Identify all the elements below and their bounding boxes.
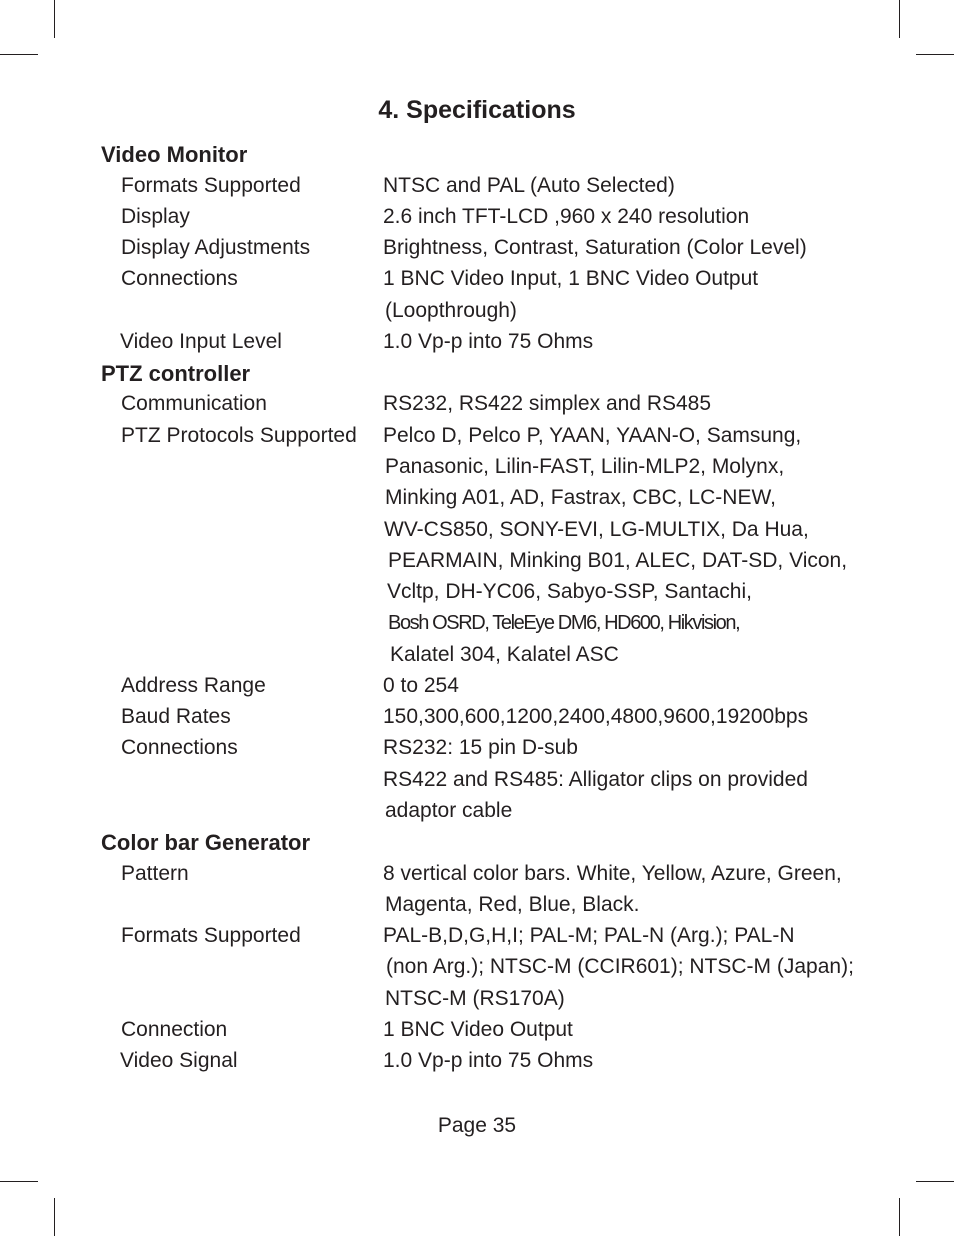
- spec-value: RS232, RS422 simplex and RS485: [383, 392, 712, 415]
- crop-mark: [54, 1198, 55, 1236]
- spec-label: Address Range: [121, 674, 266, 697]
- spec-label: Connections: [121, 267, 238, 290]
- crop-mark: [899, 1198, 900, 1236]
- spec-label: Connections: [121, 736, 238, 759]
- spec-value: Panasonic, Lilin-FAST, Lilin-MLP2, Molynx,: [385, 455, 785, 478]
- spec-label: Video Signal: [120, 1049, 238, 1072]
- spec-label: Baud Rates: [121, 705, 231, 728]
- spec-value: 150,300,600,1200,2400,4800,9600,19200bps: [383, 705, 809, 728]
- spec-value: 8 vertical color bars. White, Yellow, Azure, Green,: [383, 862, 842, 885]
- crop-mark: [0, 1181, 38, 1182]
- spec-label: Display: [121, 205, 190, 228]
- spec-value: 0 to 254: [383, 674, 459, 697]
- spec-value: RS422 and RS485: Alligator clips on provided: [383, 768, 808, 791]
- spec-value: Brightness, Contrast, Saturation (Color Level): [383, 236, 807, 259]
- spec-value: adaptor cable: [385, 799, 513, 822]
- spec-label: Connection: [121, 1018, 228, 1041]
- spec-label: Pattern: [121, 862, 189, 885]
- section-heading-color-bar-generator: Color bar Generator: [101, 830, 311, 855]
- crop-mark: [916, 54, 954, 55]
- page-title: 4. Specifications: [378, 96, 576, 124]
- spec-value: NTSC-M (RS170A): [385, 987, 565, 1010]
- section-heading-video-monitor: Video Monitor: [101, 142, 248, 167]
- spec-value: 1 BNC Video Input, 1 BNC Video Output: [383, 267, 759, 290]
- spec-value: Pelco D, Pelco P, YAAN, YAAN-O, Samsung,: [383, 424, 802, 447]
- spec-value: PAL-B,D,G,H,I; PAL-M; PAL-N (Arg.); PAL-N: [383, 924, 795, 947]
- spec-value: (Loopthrough): [385, 299, 517, 322]
- spec-label: Communication: [121, 392, 267, 415]
- spec-value: Bosh OSRD, TeleEye DM6, HD600, Hikvision,: [388, 612, 740, 634]
- spec-label: Display Adjustments: [121, 236, 311, 259]
- spec-label: PTZ Protocols Supported: [121, 424, 357, 447]
- spec-value: PEARMAIN, Minking B01, ALEC, DAT-SD, Vicon,: [388, 549, 848, 572]
- crop-mark: [54, 0, 55, 38]
- spec-value: Minking A01, AD, Fastrax, CBC, LC-NEW,: [385, 486, 776, 509]
- crop-mark: [916, 1181, 954, 1182]
- spec-value: Magenta, Red, Blue, Black.: [385, 893, 640, 916]
- spec-label: Formats Supported: [121, 174, 301, 197]
- spec-label: Video Input Level: [120, 330, 282, 353]
- spec-value: NTSC and PAL (Auto Selected): [383, 174, 675, 197]
- spec-value: RS232: 15 pin D-sub: [383, 736, 578, 759]
- section-heading-ptz-controller: PTZ controller: [101, 361, 251, 386]
- spec-value: 1.0 Vp-p into 75 Ohms: [383, 1049, 594, 1072]
- spec-value: 1 BNC Video Output: [383, 1018, 573, 1041]
- spec-value: Vcltp, DH-YC06, Sabyo-SSP, Santachi,: [387, 580, 752, 603]
- spec-value: 2.6 inch TFT-LCD ,960 x 240 resolution: [383, 205, 750, 228]
- crop-mark: [0, 54, 38, 55]
- crop-mark: [899, 0, 900, 38]
- spec-value: 1.0 Vp-p into 75 Ohms: [383, 330, 594, 353]
- spec-value: WV-CS850, SONY-EVI, LG-MULTIX, Da Hua,: [384, 518, 809, 541]
- spec-value: Kalatel 304, Kalatel ASC: [390, 643, 619, 666]
- spec-label: Formats Supported: [121, 924, 301, 947]
- page-number: Page 35: [437, 1114, 517, 1137]
- spec-value: (non Arg.); NTSC-M (CCIR601); NTSC-M (Japan);: [386, 955, 854, 978]
